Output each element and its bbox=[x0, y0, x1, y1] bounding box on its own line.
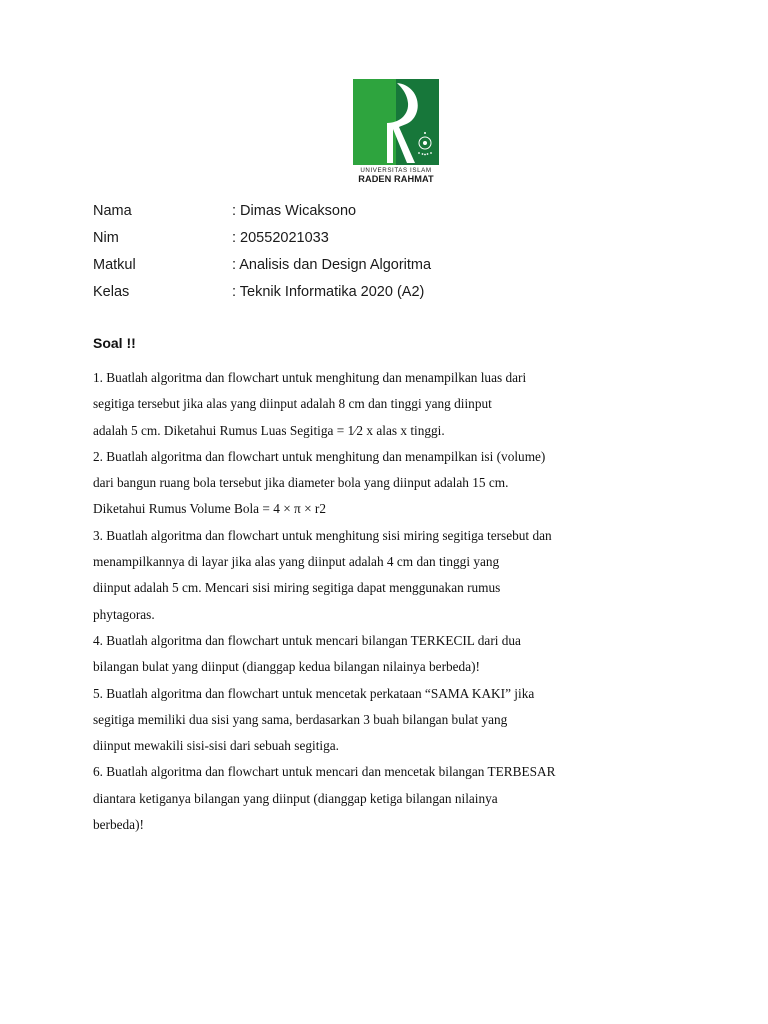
question-line: diinput adalah 5 cm. Mencari sisi miring segitiga dapat menggunakan rumus bbox=[93, 580, 501, 596]
info-label-kelas: Kelas bbox=[93, 284, 130, 300]
question-line: 5. Buatlah algoritma dan flowchart untuk mencetak perkataan “SAMA KAKI” jika bbox=[93, 685, 535, 701]
question-line: adalah 5 cm. Diketahui Rumus Luas Segitiga = 1⁄2 x alas x tinggi. bbox=[93, 422, 445, 438]
question-line: Diketahui Rumus Volume Bola = 4 × π × r2 bbox=[93, 501, 326, 517]
question-line: 2. Buatlah algoritma dan flowchart untuk menghitung dan menampilkan isi (volume) bbox=[93, 448, 546, 464]
logo-text-top: UNIVERSITAS ISLAM bbox=[360, 167, 432, 174]
info-value-nama: : Dimas Wicaksono bbox=[232, 203, 357, 219]
question-line: 6. Buatlah algoritma dan flowchart untuk mencari dan mencetak bilangan TERBESAR bbox=[93, 764, 556, 780]
question-line: 1. Buatlah algoritma dan flowchart untuk menghitung dan menampilkan luas dari bbox=[93, 370, 527, 385]
info-value-kelas: : Teknik Informatika 2020 (A2) bbox=[232, 284, 425, 300]
logo-emblem-icon bbox=[353, 79, 439, 165]
info-value-nim: : 20552021033 bbox=[232, 230, 329, 246]
question-line: segitiga memiliki dua sisi yang sama, berdasarkan 3 buah bilangan bulat yang bbox=[93, 711, 508, 727]
question-line: 4. Buatlah algoritma dan flowchart untuk mencari bilangan TERKECIL dari dua bbox=[93, 632, 521, 648]
question-line: 3. Buatlah algoritma dan flowchart untuk menghitung sisi miring segitiga tersebut dan bbox=[93, 527, 552, 543]
question-line: segitiga tersebut jika alas yang diinput adalah 8 cm dan tinggi yang diinput bbox=[93, 396, 492, 412]
question-list bbox=[93, 368, 613, 841]
info-label-matkul: Matkul bbox=[93, 257, 136, 273]
info-label-nim: Nim bbox=[93, 230, 119, 246]
question-line: diantara ketiganya bilangan yang diinput (dianggap ketiga bilangan nilainya bbox=[93, 790, 498, 806]
question-line: menampilkannya di layar jika alas yang diinput adalah 4 cm dan tinggi yang bbox=[93, 554, 500, 570]
info-value-matkul: : Analisis dan Design Algoritma bbox=[232, 257, 432, 273]
question-line: phytagoras. bbox=[93, 606, 155, 622]
university-logo bbox=[353, 79, 439, 185]
logo-text-bottom: RADEN RAHMAT bbox=[358, 174, 434, 184]
question-line: berbeda)! bbox=[93, 817, 144, 833]
question-line: diinput mewakili sisi-sisi dari sebuah segitiga. bbox=[93, 738, 339, 754]
question-line: dari bangun ruang bola tersebut jika diameter bola yang diinput adalah 15 cm. bbox=[93, 475, 509, 491]
soal-heading: Soal !! bbox=[93, 335, 136, 351]
question-line: bilangan bulat yang diinput (dianggap kedua bilangan nilainya berbeda)! bbox=[93, 659, 480, 675]
info-label-nama: Nama bbox=[93, 203, 132, 219]
